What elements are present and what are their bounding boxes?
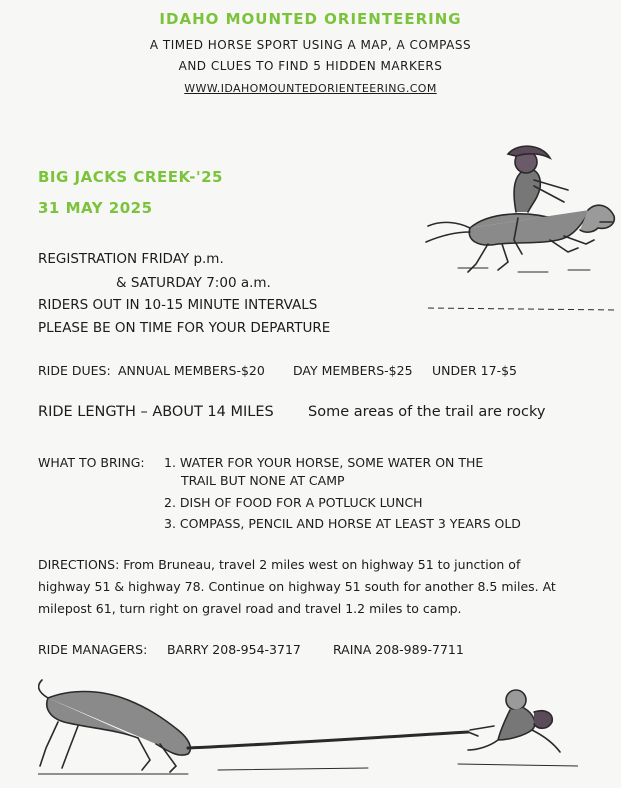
directions-line-2: highway 51 & highway 78. Continue on highway 51 south for another 8.5 miles. At: [38, 579, 556, 594]
ride-dues-label: RIDE DUES:: [38, 363, 111, 378]
registration-line-1: REGISTRATION FRIDAY p.m.: [38, 251, 224, 267]
bring-item-3: 3. COMPASS, PENCIL AND HORSE AT LEAST 3 YEARS OLD: [164, 516, 521, 531]
manager-raina: RAINA 208-989-7711: [333, 642, 464, 657]
registration-line-4: PLEASE BE ON TIME FOR YOUR DEPARTURE: [38, 320, 331, 336]
manager-barry: BARRY 208-954-3717: [167, 642, 301, 657]
ride-length: RIDE LENGTH – ABOUT 14 MILES: [38, 404, 274, 420]
directions-line-3: milepost 61, turn right on gravel road and travel 1.2 miles to camp.: [38, 601, 462, 616]
flyer-title: IDAHO MOUNTED ORIENTEERING: [159, 10, 462, 28]
horse-tug-of-war-illustration: [38, 678, 578, 778]
bring-item-2: 2. DISH OF FOOD FOR A POTLUCK LUNCH: [164, 495, 423, 510]
what-to-bring-label: WHAT TO BRING:: [38, 455, 145, 470]
bring-item-1-continued: TRAIL BUT NONE AT CAMP: [181, 473, 345, 488]
day-members-dues: DAY MEMBERS-$25: [293, 363, 413, 378]
event-date: 31 MAY 2025: [38, 199, 153, 217]
bring-item-1: 1. WATER FOR YOUR HORSE, SOME WATER ON THE: [164, 455, 484, 470]
galloping-rider-illustration: [418, 140, 618, 315]
registration-line-2: & SATURDAY 7:00 a.m.: [116, 275, 271, 291]
ride-length-note: Some areas of the trail are rocky: [308, 404, 546, 420]
registration-line-3: RIDERS OUT IN 10-15 MINUTE INTERVALS: [38, 297, 318, 313]
subtitle-line-1: A TIMED HORSE SPORT USING A MAP, A COMPASS: [149, 38, 472, 52]
event-name: BIG JACKS CREEK-'25: [38, 168, 223, 186]
subtitle-line-2: AND CLUES TO FIND 5 HIDDEN MARKERS: [178, 59, 443, 73]
website-link[interactable]: WWW.IDAHOMOUNTEDORIENTEERING.COM: [184, 82, 437, 95]
annual-members-dues: ANNUAL MEMBERS-$20: [118, 363, 265, 378]
ride-managers-label: RIDE MANAGERS:: [38, 642, 148, 657]
under-17-dues: UNDER 17-$5: [432, 363, 518, 378]
directions-line-1: DIRECTIONS: From Bruneau, travel 2 miles west on highway 51 to junction of: [38, 557, 521, 572]
